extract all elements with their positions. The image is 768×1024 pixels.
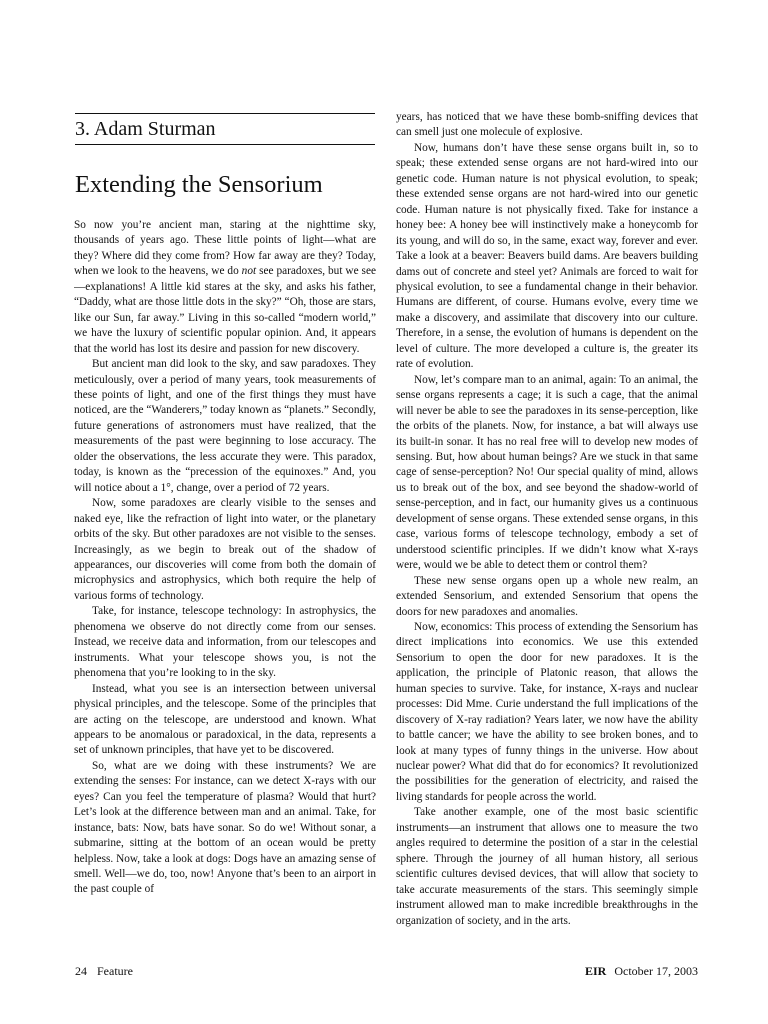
- paragraph: Instead, what you see is an intersection between universal physical principles, and the telescope. Some of the principles that are acting on the telescope, are understood and known. What appears to be anomalous or paradoxical, in the data, represents a set of unknown principles, that have yet to be discovered.: [74, 682, 376, 757]
- paragraph: years, has noticed that we have these bomb-sniffing devices that can smell just one molecule of explosive.: [396, 111, 698, 139]
- emphasis-not: not: [241, 265, 257, 278]
- right-column: [396, 110, 698, 950]
- section-rule-bottom: [75, 144, 375, 145]
- left-column: [74, 218, 376, 949]
- footer-section: Feature: [97, 964, 133, 978]
- footer-left: [75, 963, 133, 979]
- paragraph: So now you’re ancient man, staring at the nighttime sky, thousands of years ago. These little points of light—what are they? Where did they come from? How far away are they? Today, when we look to the heavens, we do not see paradoxes, but we see—explanations! A little kid stares at the sky, and asks his father, “Daddy, what are those little dots in the sky?” “Oh, those are stars, like our Sun, far away.” Living in this so-called “modern world,” we have the luxury of scientific popular opinion. And, it appears that the world has lost its desire and passion for new discovery.: [74, 219, 376, 355]
- paragraph: So, what are we doing with these instruments? We are extending the senses: For instance, can we detect X-rays with our eyes? Can you feel the temperature of plasma? Would that hurt? Let’s look at the difference between man and an animal. Take, for instance, bats: Now, bats have sonar. So do we! Without sonar, a submarine, sitting at the bottom of an ocean would be pretty helpless. Now, take a look at dogs: Dogs have an amazing sense of smell. Well—we do, too, now! Anyone that’s been to an airport in the past couple of: [74, 759, 376, 896]
- paragraph: These new sense organs open up a whole new realm, an extended Sensorium, and extended Sensorium that opens the doors for new paradoxes and anomalies.: [396, 574, 698, 618]
- paragraph: Now, humans don’t have these sense organs built in, so to speak; these extended sense organs are not hard-wired into our genetic code. Human nature is not physical evolution, to speak; these extended sense organs are not hard-wired into our genetic code. Human nature is not physically fixed. Take for instance a honey bee: A honey bee will instinctively make a honeycomb for its young, and will do so, in the same, exact way, forever and ever. Take a look at a beaver: Beavers build dams. Are beavers building dams out of concrete and steel yet? Animals are forced to wait for physical evolution, to see a fundamental change in their behavior. Humans are different, of course. Humans evolve, every time we make a discovery, and assimilate that discovery into our culture. Therefore, in a sense, the evolution of humans is dependent on the level of culture. The more developed a culture is, the greater its rate of evolution.: [396, 141, 698, 371]
- footer-right: [585, 963, 698, 979]
- paragraph: Take, for instance, telescope technology: In astrophysics, the phenomena we observe do not directly come from our senses. Instead, we receive data and information, from our telescopes and instruments. What your telescope shows you, is not the phenomena that you’re looking to in the sky.: [74, 605, 376, 680]
- article-title: Extending the Sensorium: [75, 171, 323, 198]
- section-rule-top: [75, 113, 375, 114]
- page-number: 24: [75, 964, 87, 978]
- paragraph: Take another example, one of the most basic scientific instruments—an instrument that allows one to measure the two angles required to determine the position of a star in the celestial sphere. Through the journey of all human history, all serious scientific cultures devised devices, that will allow that society to take accurate measurements of the stars. This seemingly simple instrument allowed man to make incredible breakthroughs in the organization of society, and in the arts.: [396, 806, 698, 927]
- issue-date: October 17, 2003: [614, 964, 698, 978]
- section-label: 3. Adam Sturman: [75, 118, 216, 140]
- paragraph: Now, some paradoxes are clearly visible to the senses and naked eye, like the refraction of light into water, or the planetary orbits of the sky. But other paradoxes are not visible to the senses. Increasingly, as we begin to break out of the shadow of appearances, our discoveries will come from both the domain of microphysics and astrophysics, which both require the help of various forms of technology.: [74, 497, 376, 602]
- paragraph: But ancient man did look to the sky, and saw paradoxes. They meticulously, over a period of many years, took measurements of these points of light, and one of the first things they must have noticed, are the “Wanderers,” today known as “planets.” Secondly, future generations of astronomers must have realized, that the measurements of the past were beginning to lose accuracy. The older the observations, the less accurate they were. This paradox, today, is known as the “precession of the equinoxes.” And, you will notice about a 1°, change, over a period of 72 years.: [74, 358, 376, 494]
- paragraph: Now, economics: This process of extending the Sensorium has direct implications into economics. We use this extended Sensorium to open the door for new paradoxes. It is the application, the principle of Platonic reason, that allows the human species to survive. Take, for instance, X-rays and nuclear processes: Did Mme. Curie understand the full implications of the discovery of X-ray radiation? Years later, we now have the ability to battle cancer; we have the ability to see broken bones, and to look at many types of funny things in the universe. How about nuclear power? What did that do for economics? It revolutionized the possibilities for the generation of electricity, and raised the living standards for people across the world.: [396, 620, 698, 803]
- paragraph: Now, let’s compare man to an animal, again: To an animal, the sense organs represents a cage; it is such a cage, that the animal will never be able to see the paradoxes in its sense-perception, like the orbits of the planets. Now, for instance, a bat will always use its built-in sonar. It has no real free will to develop new modes of sensing. But, how about human beings? Are we stuck in that same cage of sense-perception? No! Our special quality of mind, allows us to break out of the box, and see beyond the shadow-world of sense-perception, and in fact, our humanity gives us a continuous development of sense organs. These extended sense organs, in this case, various forms of telescope technology, embody a set of understood scientific principles. If we didn’t know what X-rays were, would we be able to detect them or control them?: [396, 373, 698, 572]
- publication-name: EIR: [585, 964, 607, 978]
